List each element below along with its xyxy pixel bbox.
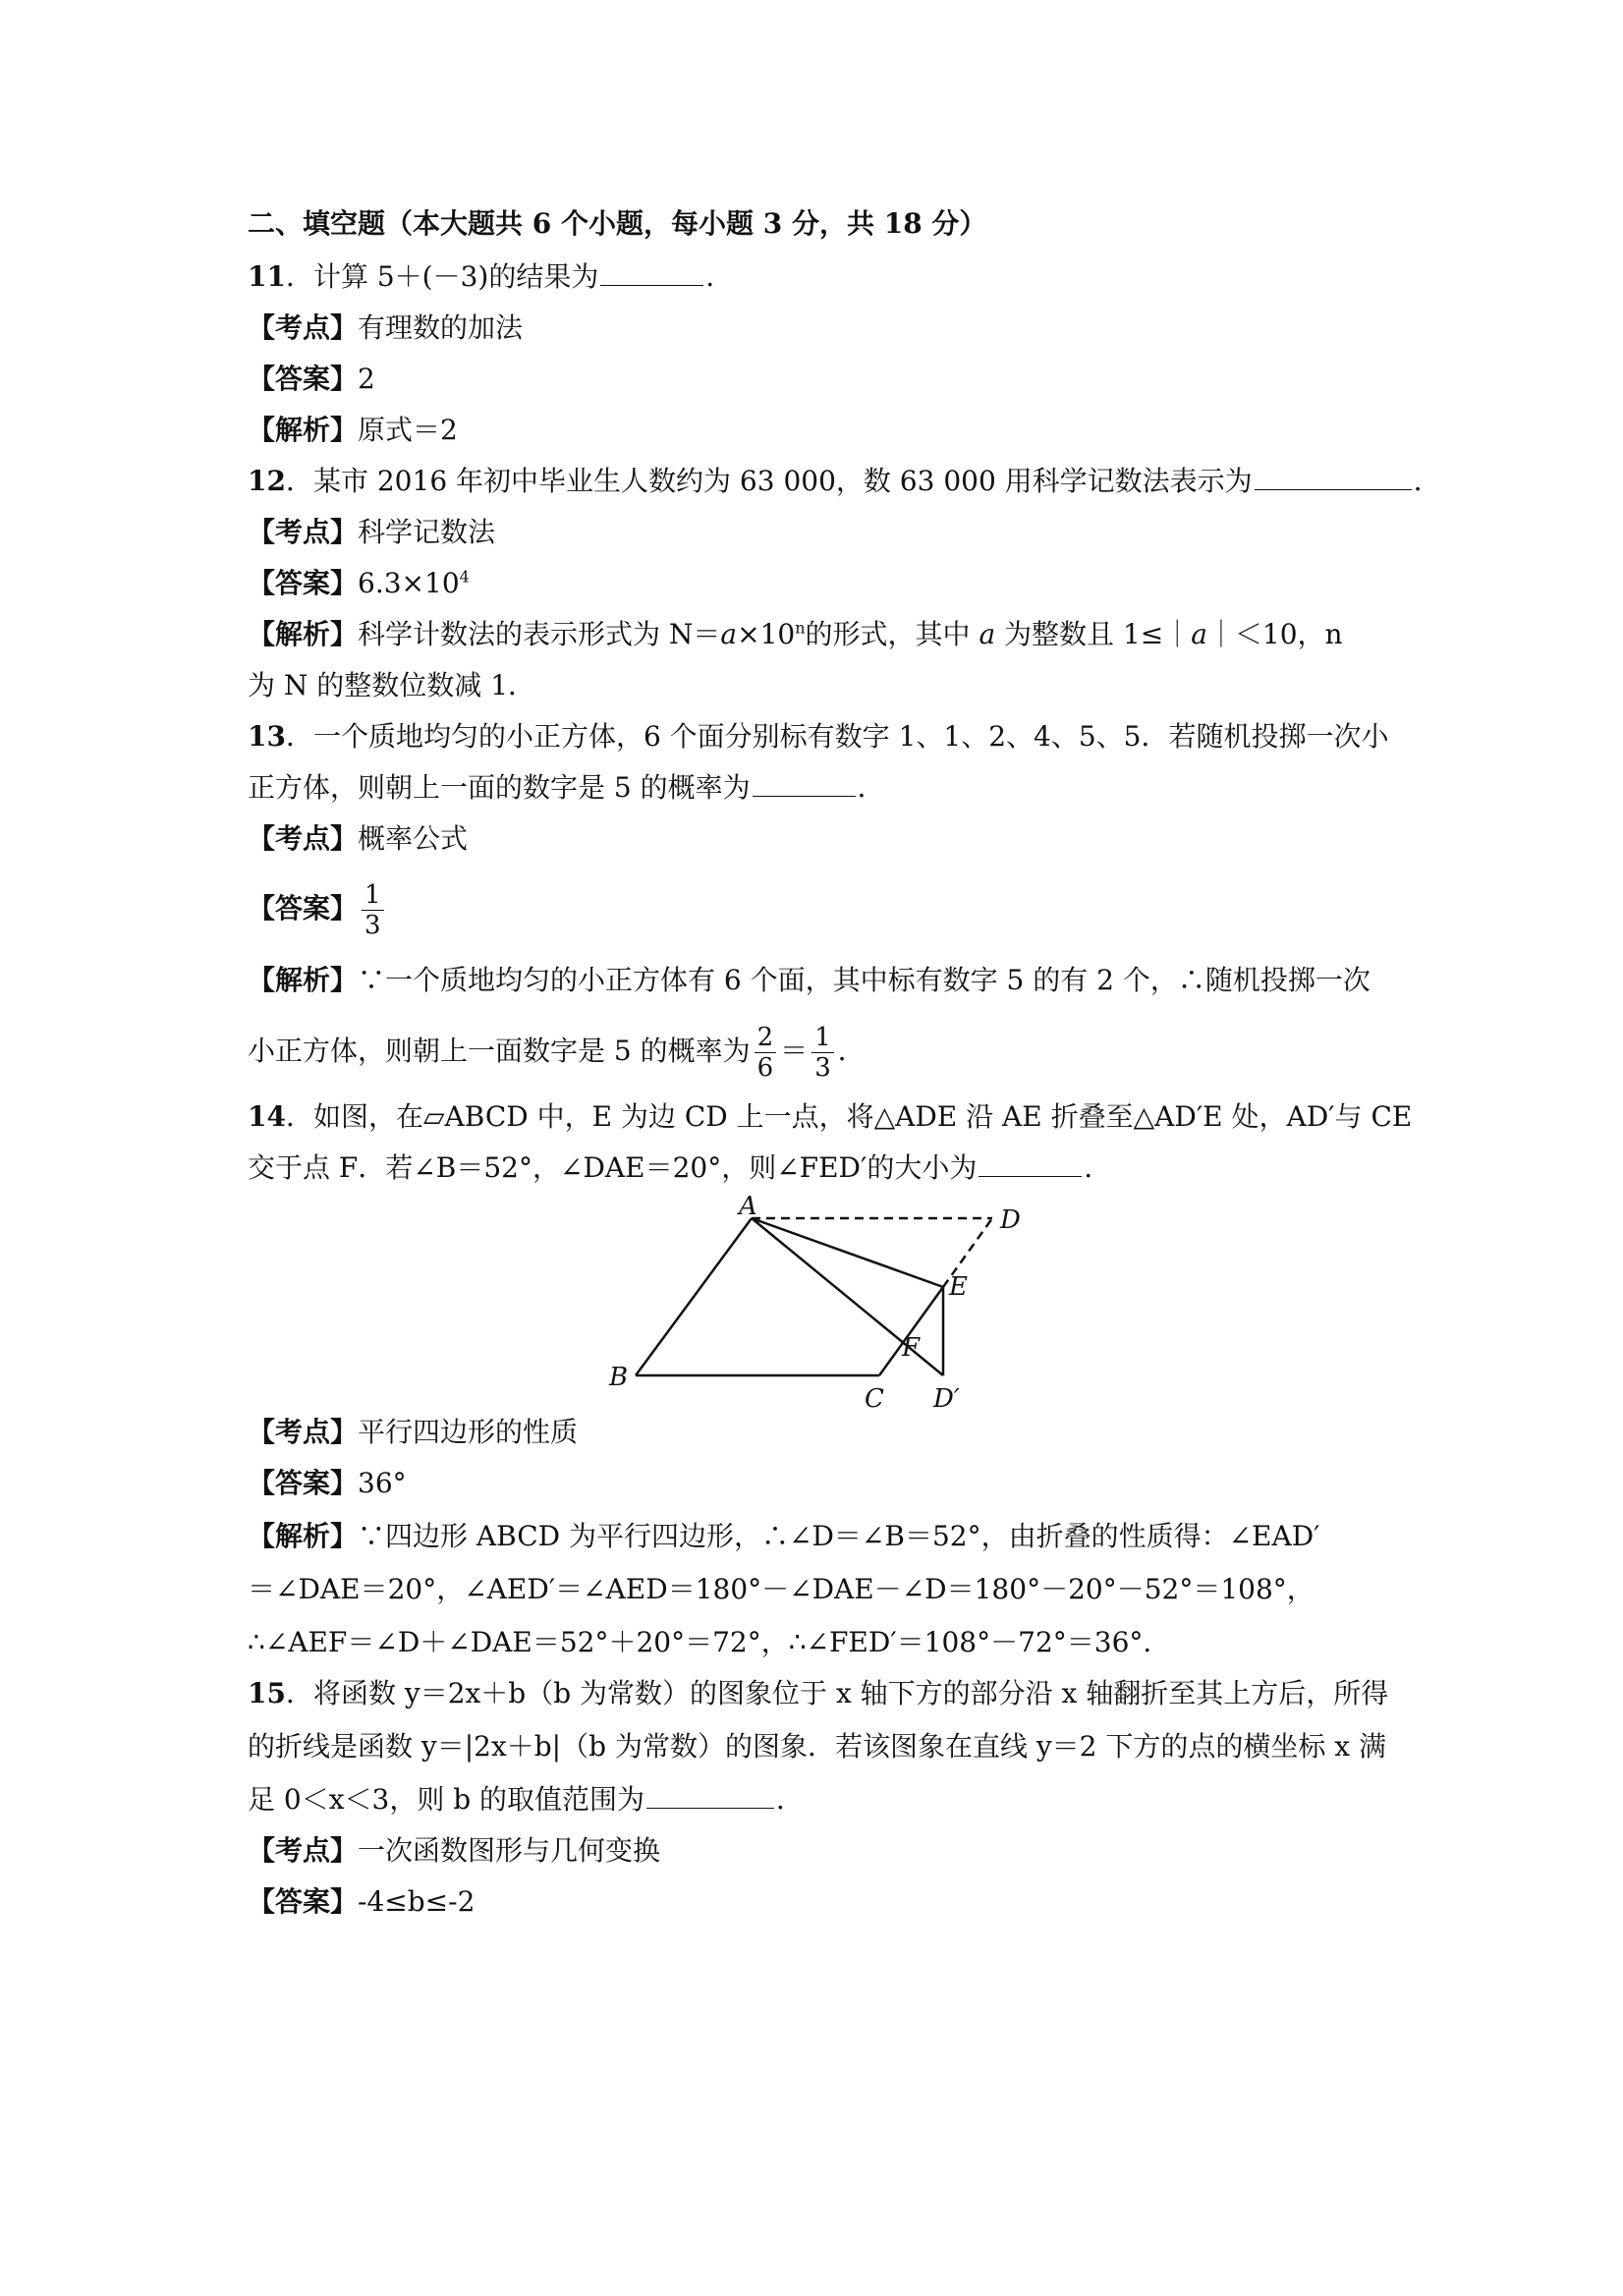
kaodian-label: 【考点】 [248, 822, 359, 855]
segment-AB [636, 1218, 752, 1375]
stem-text: ．如图，在▱ABCD 中，E 为边 CD 上一点，将△ADE 沿 AE 折叠至△AD′E 处，AD′与 CE [285, 1100, 1413, 1133]
fraction-denominator: 3 [814, 1053, 831, 1083]
question-11-answer [248, 360, 1397, 399]
analysis-text: 原式＝2 [358, 414, 458, 446]
answer-label: 【答案】 [248, 892, 359, 924]
analysis-label: 【解析】 [248, 414, 359, 446]
parallelogram-fold-figure [589, 1189, 1041, 1415]
stem-text: ．某市 2016 年初中毕业生人数约为 63 000，数 63 000 用科学记数法表示为 [285, 465, 1253, 497]
question-number: 15 [248, 1677, 286, 1709]
question-11-analysis [248, 411, 1397, 450]
question-14-analysis-line3: ∴∠AEF＝∠D＋∠DAE＝52°＋20°＝72°，∴∠FED′＝108°－72°＝36°． [248, 1626, 1171, 1658]
stem-text: ． [1413, 465, 1441, 497]
question-12-stem [248, 462, 1441, 501]
label-C: C [865, 1384, 884, 1414]
question-15-stem-line2: 的折线是函数 y＝|2x＋b|（b 为常数）的图象．若该图象在直线 y＝2 下方的点的横坐标 x 满 [248, 1730, 1386, 1763]
fraction [812, 1023, 834, 1083]
question-13-kaodian [248, 819, 1397, 859]
question-14-stem-line2 [248, 1148, 1397, 1188]
answer-label: 【答案】 [248, 1885, 359, 1918]
segment-AE [752, 1218, 943, 1287]
answer-fraction [362, 880, 384, 940]
kaodian-label: 【考点】 [248, 1834, 359, 1867]
question-15-stem-line3 [248, 1780, 1397, 1820]
question-11-kaodian [248, 308, 1397, 348]
question-number: 13 [248, 720, 286, 753]
answer-text: 36° [358, 1467, 407, 1499]
question-12-answer [248, 564, 1397, 603]
stem-text: 正方体，则朝上一面的数字是 5 的概率为 [248, 771, 751, 804]
label-E: E [949, 1272, 968, 1302]
kaodian-text: 科学记数法 [358, 516, 496, 548]
math-var: a [720, 618, 738, 650]
answer-text: 6.3×10 [358, 567, 460, 599]
question-15-answer [248, 1882, 1397, 1922]
answer-exponent: 4 [459, 567, 470, 587]
label-D-prime: D′ [933, 1384, 960, 1414]
stem-text: ．一个质地均匀的小正方体，6 个面分别标有数字 1、1、2、4、5、5．若随机投掷一次小 [285, 720, 1389, 753]
kaodian-label: 【考点】 [248, 516, 359, 548]
question-number: 14 [248, 1100, 286, 1133]
math-exponent: n [795, 618, 806, 638]
analysis-text: 小正方体，则朝上一面数字是 5 的概率为 [248, 1035, 751, 1067]
stem-text: ．将函数 y＝2x＋b（b 为常数）的图象位于 x 轴下方的部分沿 x 轴翻折至其上方后，所得 [285, 1677, 1389, 1709]
stem-text: 足 0＜x＜3，则 b 的取值范围为 [248, 1783, 645, 1816]
question-11-stem [248, 257, 1397, 297]
analysis-text: ∵四边形 ABCD 为平行四边形，∴∠D＝∠B＝52°，由折叠的性质得：∠EAD′ [358, 1520, 1320, 1552]
question-number: 11 [248, 260, 286, 293]
question-13-stem-line2 [248, 768, 1397, 808]
question-12-kaodian [248, 513, 1397, 552]
question-14-kaodian [248, 1413, 1397, 1452]
question-14-analysis-line1 [248, 1517, 1397, 1556]
analysis-text: ×10 [737, 618, 796, 650]
kaodian-text: 有理数的加法 [358, 311, 524, 344]
fraction-numerator: 1 [812, 1023, 834, 1053]
kaodian-label: 【考点】 [248, 1416, 359, 1448]
stem-text: ．计算 5＋(－3)的结果为 [285, 260, 599, 293]
answer-label: 【答案】 [248, 567, 359, 599]
kaodian-text: 概率公式 [358, 822, 469, 855]
fraction [755, 1023, 777, 1083]
analysis-label: 【解析】 [248, 964, 359, 996]
answer-blank [753, 768, 856, 797]
answer-blank [600, 257, 703, 286]
section-heading: 二、填空题（本大题共 6 个小题，每小题 3 分，共 18 分） [248, 207, 987, 240]
math-var: a [979, 618, 996, 650]
analysis-text: ∵一个质地均匀的小正方体有 6 个面，其中标有数字 5 的有 2 个，∴随机投掷一次 [358, 964, 1371, 996]
fraction-denominator: 6 [756, 1053, 774, 1083]
answer-blank [979, 1148, 1082, 1177]
fraction-denominator: 3 [364, 911, 381, 940]
label-B: B [609, 1363, 629, 1392]
answer-text: -4≤b≤-2 [358, 1885, 476, 1918]
fraction-numerator: 2 [755, 1023, 777, 1053]
kaodian-text: 平行四边形的性质 [358, 1416, 579, 1448]
equals-sign: ＝ [780, 1035, 809, 1067]
kaodian-text: 一次函数图形与几何变换 [358, 1834, 661, 1867]
analysis-text: 的形式，其中 [805, 618, 979, 650]
stem-text: 交于点 F．若∠B＝52°，∠DAE＝20°，则∠FED′的大小为 [248, 1151, 978, 1184]
question-13-analysis-line1 [248, 961, 1397, 1000]
question-13-answer [248, 877, 1397, 946]
question-14-answer [248, 1464, 1397, 1503]
answer-label: 【答案】 [248, 363, 359, 395]
question-15-kaodian [248, 1831, 1397, 1871]
kaodian-label: 【考点】 [248, 311, 359, 344]
question-number: 12 [248, 465, 286, 497]
label-D: D [1000, 1205, 1021, 1235]
stem-text: ． [776, 1783, 805, 1816]
question-13-stem-line1 [248, 717, 1397, 756]
analysis-label: 【解析】 [248, 618, 359, 650]
analysis-text: ｜＜10，n [1206, 618, 1343, 650]
answer-blank [646, 1780, 774, 1809]
fraction-numerator: 1 [362, 880, 384, 911]
stem-text: ． [857, 771, 885, 804]
analysis-text: ． [837, 1035, 866, 1067]
math-var: a [1191, 618, 1207, 650]
question-15-stem-line1 [248, 1674, 1397, 1713]
question-14-stem-line1 [248, 1097, 1413, 1137]
stem-text: ． [1084, 1151, 1112, 1184]
question-12-analysis-line2: 为 N 的整数位数减 1． [248, 669, 536, 701]
answer-text: 2 [358, 363, 375, 395]
answer-label: 【答案】 [248, 1467, 359, 1499]
answer-blank [1255, 462, 1412, 490]
analysis-text: 为整数且 1≤｜ [995, 618, 1192, 650]
label-F: F [902, 1333, 921, 1363]
question-13-analysis-line2 [248, 1020, 1397, 1089]
label-A: A [739, 1192, 757, 1221]
stem-text: ． [705, 260, 734, 293]
analysis-text: 科学计数法的表示形式为 N＝ [358, 618, 721, 650]
question-12-analysis-line1 [248, 615, 1397, 654]
analysis-label: 【解析】 [248, 1520, 359, 1552]
question-14-analysis-line2: ＝∠DAE＝20°，∠AED′＝∠AED＝180°－∠DAE－∠D＝180°－20°－52°＝108°， [248, 1573, 1315, 1605]
